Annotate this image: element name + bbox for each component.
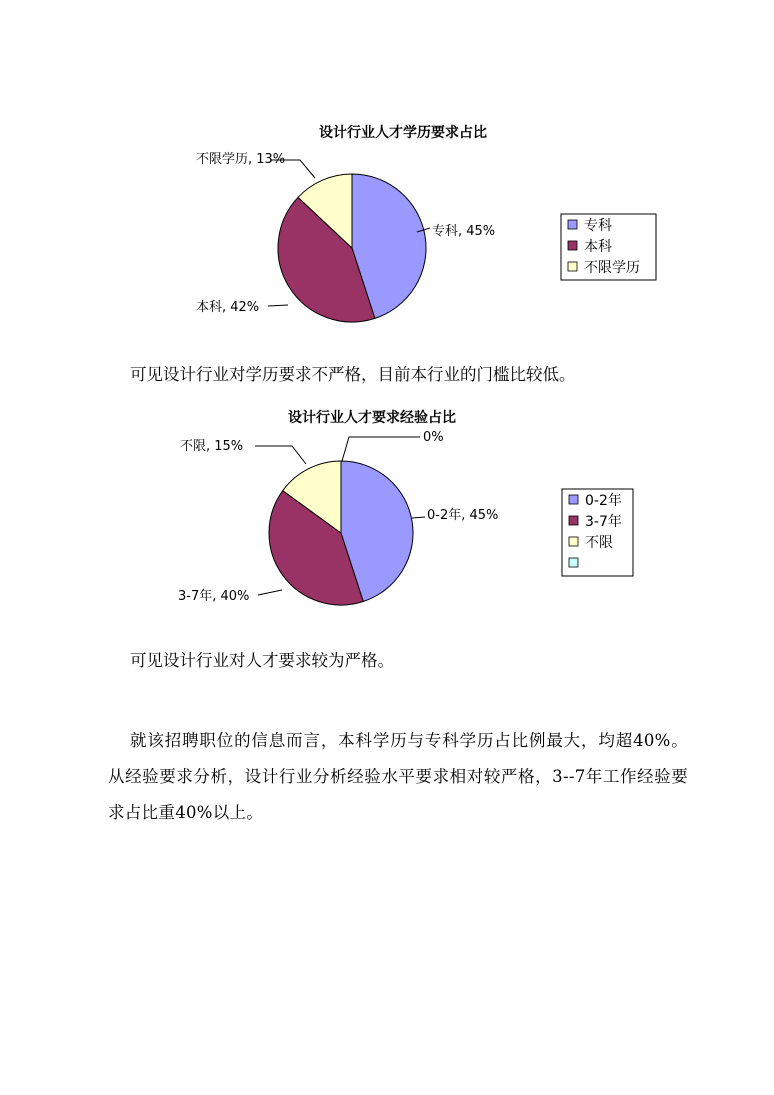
slice-label: 专科, 45% <box>432 224 496 239</box>
chart-title: 设计行业人才学历要求占比 <box>319 125 487 141</box>
legend-label: 本科 <box>584 239 612 255</box>
slice-label: 本科, 42% <box>196 300 260 315</box>
paragraph-experience-summary: 可见设计行业对人才要求较为严格。 <box>130 651 394 670</box>
legend-swatch <box>568 220 577 229</box>
legend-swatch <box>569 537 578 546</box>
paragraph-education-summary: 可见设计行业对学历要求不严格，目前本行业的门槛比较低。 <box>130 365 576 384</box>
legend-label: 专科 <box>584 218 612 234</box>
legend-swatch <box>569 516 578 525</box>
slice-label: 不限学历, 13% <box>196 152 286 167</box>
legend-label: 不限 <box>585 535 613 551</box>
slice-label: 0% <box>423 430 444 445</box>
chart-education <box>0 0 774 345</box>
legend-label: 0-2年 <box>585 493 622 509</box>
slice-label: 3-7年, 40% <box>178 589 250 604</box>
legend-label: 3-7年 <box>585 514 622 530</box>
legend-swatch <box>568 241 577 250</box>
slice-label: 不限, 15% <box>180 439 244 454</box>
legend <box>561 214 656 280</box>
legend <box>562 489 633 576</box>
legend-swatch <box>569 558 578 567</box>
chart-experience <box>0 400 774 630</box>
chart-title: 设计行业人才要求经验占比 <box>288 410 456 426</box>
legend-swatch <box>568 262 577 271</box>
paragraph-conclusion: 就该招聘职位的信息而言，本科学历与专科学历占比例最大，均超40%。从经验要求分析，设计行业分析经验水平要求相对较严格，3--7年工作经验要求占比重40%以上。 <box>108 731 688 822</box>
slice-label: 0-2年, 45% <box>427 508 499 523</box>
legend-label: 不限学历 <box>584 260 640 276</box>
legend-swatch <box>569 495 578 504</box>
